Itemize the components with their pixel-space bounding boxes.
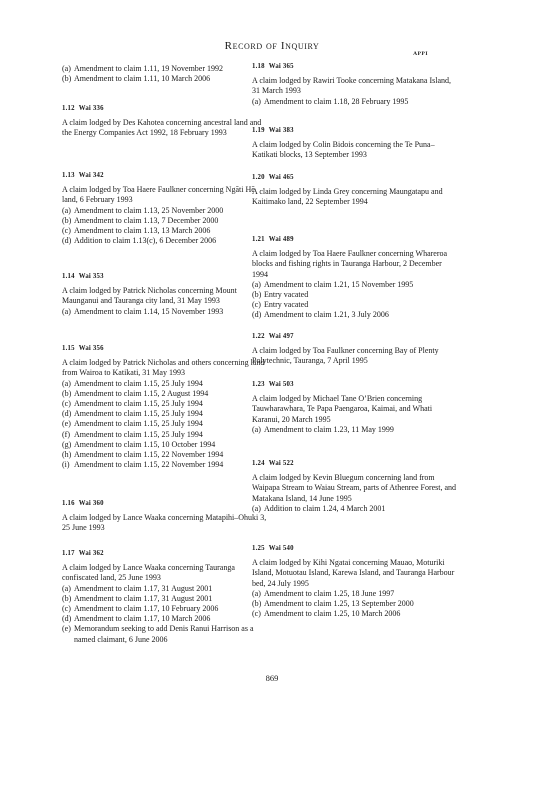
item-marker: (f) [62,429,70,439]
item-marker: (b) [62,215,72,225]
wai-number: Wai 342 [78,172,104,179]
claim-item [252,599,457,609]
item-text: Entry vacated [264,300,309,310]
running-header-tag: APPI [413,51,428,57]
item-text: Amendment to claim 1.15, 10 October 1994 [74,439,216,449]
claim-item [62,594,267,604]
item-marker: (d) [252,310,262,320]
wai-number: Wai 489 [268,236,294,243]
item-marker: (d) [62,409,72,419]
claim-number: 1.20 [252,174,265,181]
claim-item [62,399,267,409]
claim-heading [62,272,267,282]
item-text: Amendment to claim 1.11, 19 November 1992 [74,64,224,73]
item-text: Amendment to claim 1.25, 13 September 2000 [264,599,414,609]
item-marker: (i) [62,460,70,470]
claim-item [62,624,267,644]
item-marker: (a) [62,378,71,388]
claim-number: 1.21 [252,236,265,243]
item-marker: (b) [252,599,262,609]
item-marker: (a) [252,503,261,513]
claim-item [252,589,457,599]
claim-item [252,97,457,107]
item-marker: (d) [62,614,72,624]
claim-heading [62,549,267,559]
item-marker: (a) [252,279,261,289]
item-marker: (h) [62,450,72,460]
claim-heading [252,380,457,390]
item-text: Amendment to claim 1.15, 25 July 1994 [74,409,203,419]
item-marker: (a) [62,64,71,73]
claim-item [252,310,457,320]
item-text: Amendment to claim 1.15, 22 November 1994 [74,450,224,460]
claim-item [62,226,267,236]
item-text: Amendment to claim 1.11, 10 March 2006 [74,74,211,84]
item-text: Amendment to claim 1.17, 31 August 2001 [74,593,213,603]
claim-entry [62,64,267,84]
item-marker: (b) [62,388,72,398]
item-marker: (c) [62,399,71,409]
item-marker: (a) [62,205,71,215]
item-marker: (g) [62,439,72,449]
claim-heading [62,171,267,181]
claim-heading [252,62,457,72]
claim-number: 1.17 [62,550,75,557]
item-text: Memorandum seeking to add Denis Ranui Harrison as a named claimant, 6 June 2006 [74,624,254,644]
item-text: Amendment to claim 1.15, 25 July 1994 [74,419,203,429]
item-text: Amendment to claim 1.13, 25 November 2000 [74,205,224,215]
claim-item [62,206,267,216]
claim-entry [252,544,457,619]
item-text: Amendment to claim 1.17, 10 February 2006 [74,604,219,614]
claim-heading [252,235,457,245]
claim-entry [62,344,267,470]
item-text: Entry vacated [264,290,309,300]
claim-heading [252,173,457,183]
claim-entry [252,459,457,514]
claim-item [62,389,267,399]
item-text: Amendment to claim 1.15, 25 July 1994 [74,429,203,439]
wai-number: Wai 360 [78,500,104,507]
wai-number: Wai 362 [78,550,104,557]
claim-description: A claim lodged by Michael Tane O’Brien concerning Tauwharawhara, Te Papa Paengaroa, Kaimai, and Whati Karanui, 20 March 1995 [252,394,433,424]
wai-number: Wai 497 [268,333,294,340]
wai-number: Wai 365 [268,63,294,70]
claim-entry [62,499,267,534]
claim-item [62,307,267,317]
claim-number: 1.23 [252,381,265,388]
item-text: Amendment to claim 1.13, 7 December 2000 [74,215,219,225]
claim-number: 1.25 [252,545,265,552]
item-text: Amendment to claim 1.25, 18 June 1997 [264,588,395,598]
item-marker: (c) [252,300,261,310]
claim-description: A claim lodged by Des Kahotea concerning ancestral land and the Energy Companies Act 1992, 18 February 1993 [62,118,262,138]
item-marker: (a) [252,588,261,598]
item-marker: (c) [252,609,261,619]
claim-entry [252,235,457,321]
item-text: Amendment to claim 1.13, 13 March 2006 [74,226,211,236]
item-text: Amendment to claim 1.23, 11 May 1999 [264,424,394,434]
claim-entry [62,171,267,246]
claim-item [62,419,267,429]
wai-number: Wai 540 [268,545,294,552]
item-text: Amendment to claim 1.15, 22 November 1994 [74,460,224,470]
page-number: 869 [265,673,279,683]
claim-item [62,584,267,594]
claim-number: 1.15 [62,345,75,352]
claim-number: 1.24 [252,460,265,467]
item-text: Amendment to claim 1.21, 3 July 2006 [264,310,389,320]
claim-item [62,409,267,419]
claim-description: A claim lodged by Toa Haere Faulkner concerning Whareroa blocks and fishing rights in Tauranga Harbour, 2 December 1994 [252,249,448,279]
claim-description: A claim lodged by Toa Haere Faulkner concerning Ngāti Hē land, 6 February 1993 [62,185,255,205]
claim-item [62,64,267,74]
wai-number: Wai 522 [268,460,294,467]
claim-heading [62,499,267,509]
claim-description: A claim lodged by Linda Grey concerning Maungatapu and Kaitimako land, 22 September 1994 [252,187,443,207]
item-marker: (a) [252,96,261,106]
claim-description: A claim lodged by Toa Faulkner concerning Bay of Plenty Polytechnic, Tauranga, 7 April 1995 [252,346,439,366]
claim-item [252,609,457,619]
item-text: Amendment to claim 1.15, 2 August 1994 [74,388,209,398]
claim-item [252,504,457,514]
item-marker: (e) [62,419,71,429]
claim-entry [252,126,457,161]
claim-description: A claim lodged by Rawiri Tooke concerning Matakana Island, 31 March 1993 [252,76,452,96]
wai-number: Wai 465 [268,174,294,181]
claim-entry [62,549,267,645]
item-text: Amendment to claim 1.17, 10 March 2006 [74,614,211,624]
item-text: Amendment to claim 1.17, 31 August 2001 [74,583,213,593]
item-marker: (c) [62,604,71,614]
claim-description: A claim lodged by Patrick Nicholas and others concerning land from Wairoa to Katikati, 31 May 1993 [62,358,265,378]
item-marker: (a) [62,583,71,593]
wai-number: Wai 356 [78,345,104,352]
wai-number: Wai 336 [78,105,104,112]
item-marker: (b) [62,74,72,84]
claim-entry [252,173,457,208]
claim-heading [252,544,457,554]
claim-item [252,425,457,435]
claim-entry [62,104,267,139]
claim-description: A claim lodged by Lance Waaka concerning Matapihi–Ohuki 3, 25 June 1993 [62,513,267,533]
claim-heading [62,104,267,114]
item-text: Amendment to claim 1.21, 15 November 1995 [264,279,414,289]
claim-item [62,614,267,624]
claim-item [62,236,267,246]
claim-description: A claim lodged by Colin Bidois concerning the Te Puna–Katikati blocks, 13 September 1993 [252,140,435,160]
claim-number: 1.13 [62,172,75,179]
claim-description: A claim lodged by Patrick Nicholas concerning Mount Maunganui and Tauranga city land, 31 May 1993 [62,286,237,306]
item-text: Amendment to claim 1.25, 10 March 2006 [264,609,401,619]
claim-heading [252,459,457,469]
claim-heading [62,344,267,354]
wai-number: Wai 383 [268,127,294,134]
claim-item [62,216,267,226]
wai-number: Wai 353 [78,273,104,280]
claim-item [62,440,267,450]
item-text: Amendment to claim 1.15, 25 July 1994 [74,378,203,388]
item-marker: (b) [252,290,262,300]
item-text: Amendment to claim 1.15, 25 July 1994 [74,399,203,409]
claim-number: 1.12 [62,105,75,112]
claim-number: 1.14 [62,273,75,280]
claim-item [62,460,267,470]
item-text: Amendment to claim 1.18, 28 February 1995 [264,96,409,106]
item-text: Amendment to claim 1.14, 15 November 1993 [74,306,224,316]
claim-entry [252,380,457,435]
claim-number: 1.19 [252,127,265,134]
claim-item [252,290,457,300]
claim-number: 1.16 [62,500,75,507]
claim-number: 1.18 [252,63,265,70]
claim-description: A claim lodged by Lance Waaka concerning Tauranga confiscated land, 25 June 1993 [62,563,235,583]
claim-item [252,300,457,310]
claim-heading [252,332,457,342]
running-header-title: Record of Inquiry [224,40,320,52]
item-marker: (e) [62,624,71,634]
claim-item [62,74,267,84]
claim-heading [252,126,457,136]
claim-item [62,604,267,614]
item-marker: (b) [62,593,72,603]
claim-entry [252,62,457,107]
item-text: Addition to claim 1.13(c), 6 December 2006 [74,236,217,246]
claim-item [62,379,267,389]
item-marker: (a) [252,424,261,434]
claim-entry [252,332,457,367]
item-marker: (d) [62,236,72,246]
claim-description: A claim lodged by Kihi Ngatai concerning Mauao, Moturiki Island, Motuotau Island, Karewa Island, and Tauranga Harbour bed, 24 July 1995 [252,558,455,588]
claim-item [62,430,267,440]
claim-item [62,450,267,460]
wai-number: Wai 503 [268,381,294,388]
item-marker: (c) [62,226,71,236]
item-text: Addition to claim 1.24, 4 March 2001 [264,503,386,513]
item-marker: (a) [62,306,71,316]
claim-description: A claim lodged by Kevin Bluegum concerning land from Waipapa Stream to Waiau Stream, parts of Athenree Forest, and Matakana Island, 14 June 1995 [252,473,457,503]
claim-entry [62,272,267,317]
claim-number: 1.22 [252,333,265,340]
claim-item [252,280,457,290]
